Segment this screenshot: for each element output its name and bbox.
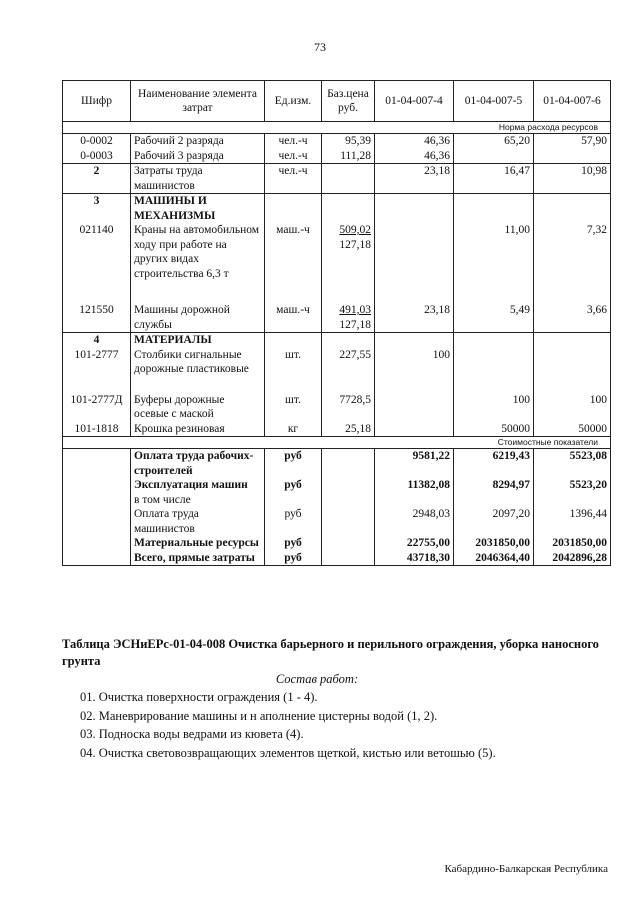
cell-price: [322, 507, 375, 536]
cost-name: Оплата труда рабочих-строителей: [134, 450, 254, 477]
cell-price: [322, 422, 375, 437]
table-row: [63, 194, 611, 224]
cell-value-4: [375, 422, 454, 437]
cell-code: 2: [63, 164, 131, 194]
price-value: 111,28: [340, 149, 371, 162]
table-row: [63, 134, 611, 149]
cell-value-6: [534, 149, 611, 164]
cell-value-4: 46,36: [375, 134, 454, 149]
cell-value-6: 100: [534, 393, 611, 422]
table-row: [63, 333, 611, 348]
cell-code: 101-2777Д: [63, 393, 131, 422]
cell-unit: чел.-ч: [265, 149, 322, 164]
cell-price: [322, 164, 375, 194]
price-value-secondary: 127,18: [339, 238, 371, 251]
cell-name: [131, 551, 265, 566]
band-norm-row: [63, 122, 611, 134]
cell-value-6: 5523,20: [534, 478, 611, 507]
cell-name: Столбики сигнальные дорожные пластиковые: [131, 348, 265, 393]
cell-code: [63, 478, 131, 507]
cell-name: Рабочий 2 разряда: [131, 134, 265, 149]
cell-unit: маш.-ч: [265, 223, 322, 303]
cell-code: 101-2777: [63, 348, 131, 393]
cell-value-4: [375, 194, 454, 224]
cell-name: [131, 449, 265, 479]
cell-price: [322, 333, 375, 348]
cell-value-6: 2031850,00: [534, 536, 611, 551]
cell-code: [63, 536, 131, 551]
cell-value-6: 57,90: [534, 134, 611, 149]
band-norm: Норма расхода ресурсов: [63, 122, 611, 134]
header-col-6: 01-04-007-6: [534, 81, 611, 122]
cell-code: [63, 449, 131, 479]
price-value: 25,18: [345, 422, 371, 435]
table-row: [63, 149, 611, 164]
cell-code: 3: [63, 194, 131, 224]
cell-value-4: 100: [375, 348, 454, 393]
cell-value-6: [534, 194, 611, 224]
cell-price: [322, 149, 375, 164]
cell-value-5: 2046364,40: [454, 551, 534, 566]
cell-value-6: 3,66: [534, 303, 611, 333]
table-title: Таблица ЭСНиЕРс-01-04-008 Очистка барьерного и перильного ограждения, уборка наносного грунта: [62, 637, 599, 668]
table-row: [63, 348, 611, 393]
cell-value-4: [375, 393, 454, 422]
cell-value-4: 9581,22: [375, 449, 454, 479]
cell-price: [322, 449, 375, 479]
cell-price: [322, 551, 375, 566]
cell-unit: шт.: [265, 348, 322, 393]
cell-code: [63, 551, 131, 566]
cost-row: [63, 449, 611, 479]
header-price: Баз.цена руб.: [322, 81, 375, 122]
cell-value-4: 11382,08: [375, 478, 454, 507]
cell-name: Рабочий 3 разряда: [131, 149, 265, 164]
works-list: [80, 688, 628, 762]
work-item: 04. Очистка световозвращающих элементов щеткой, кистью или ветошью (5).: [80, 745, 496, 760]
cost-row: [63, 536, 611, 551]
cost-row: [63, 507, 611, 536]
cell-unit: маш.-ч: [265, 303, 322, 333]
cell-value-5: 16,47: [454, 164, 534, 194]
cell-unit: руб: [265, 449, 322, 479]
cell-name: Машины дорожной службы: [131, 303, 265, 333]
work-item: 03. Подноска воды ведрами из кювета (4).: [80, 727, 304, 741]
cell-unit: [265, 333, 322, 348]
work-item: 02. Маневрирование машины и н аполнение цистерны водой (1, 2).: [80, 708, 438, 723]
cell-value-5: [454, 333, 534, 348]
cell-value-4: [375, 223, 454, 303]
header-name: Наименование элемента затрат: [131, 81, 265, 122]
cell-value-4: 2948,03: [375, 507, 454, 536]
cell-code: 0-0003: [63, 149, 131, 164]
cell-name: [131, 536, 265, 551]
cell-value-4: 23,18: [375, 303, 454, 333]
price-value: 491,03: [339, 304, 371, 316]
cell-code: 121550: [63, 303, 131, 333]
table-row: [63, 223, 611, 303]
cell-value-5: 65,20: [454, 134, 534, 149]
cell-name: Краны на автомобильном ходу при работе на других видах строительства 6,3 т: [131, 223, 265, 303]
cell-unit: чел.-ч: [265, 134, 322, 149]
composition-label: Состав работ:: [275, 672, 359, 686]
table-row: [63, 422, 611, 437]
page-number: 73: [314, 40, 326, 54]
cell-code: 0-0002: [63, 134, 131, 149]
price-value: 7728,5: [339, 393, 371, 406]
cell-unit: руб: [265, 507, 322, 536]
header-code: Шифр: [63, 81, 131, 122]
cell-value-6: 7,32: [534, 223, 611, 303]
cell-value-5: [454, 149, 534, 164]
cell-value-4: 23,18: [375, 164, 454, 194]
table-row: [63, 303, 611, 333]
cell-value-4: 43718,30: [375, 551, 454, 566]
cell-code: 021140: [63, 223, 131, 303]
cell-value-4: 22755,00: [375, 536, 454, 551]
cell-name: Крошка резиновая: [131, 422, 265, 437]
header-col-5: 01-04-007-5: [454, 81, 534, 122]
cell-price: [322, 223, 375, 303]
cell-value-5: 6219,43: [454, 449, 534, 479]
cell-unit: чел.-ч: [265, 164, 322, 194]
cost-subname: в том числе: [134, 493, 191, 506]
cell-value-5: 50000: [454, 422, 534, 437]
cell-value-5: 5,49: [454, 303, 534, 333]
price-value-secondary: 127,18: [339, 318, 371, 331]
cell-value-5: 11,00: [454, 223, 534, 303]
cell-code: 101-1818: [63, 422, 131, 437]
work-item: 01. Очистка поверхности ограждения (1 - 4).: [80, 690, 318, 704]
cell-price: [322, 303, 375, 333]
cell-price: [322, 478, 375, 507]
cell-price: [322, 194, 375, 224]
cell-unit: руб: [265, 551, 322, 566]
cell-price: [322, 536, 375, 551]
cell-value-6: 2042896,28: [534, 551, 611, 566]
price-value: 509,02: [339, 224, 371, 236]
cost-row: [63, 478, 611, 507]
resource-table: [62, 80, 611, 566]
cell-name: МАТЕРИАЛЫ: [131, 333, 265, 348]
cost-name: Эксплуатация машин: [134, 479, 248, 491]
cost-name: Оплата труда машинистов: [134, 508, 199, 535]
cell-name: Затраты труда машинистов: [131, 164, 265, 194]
cell-price: [322, 134, 375, 149]
cell-code: [63, 507, 131, 536]
header-col-4: 01-04-007-4: [375, 81, 454, 122]
cell-value-6: 50000: [534, 422, 611, 437]
cell-name: Буферы дорожные осевые с маской: [131, 393, 265, 422]
cell-unit: [265, 194, 322, 224]
cell-unit: руб: [265, 478, 322, 507]
cell-value-6: 5523,08: [534, 449, 611, 479]
cell-value-5: 100: [454, 393, 534, 422]
band-cost-row: [63, 437, 611, 449]
cell-price: [322, 348, 375, 393]
header-unit: Ед.изм.: [265, 81, 322, 122]
cell-price: [322, 393, 375, 422]
cell-value-5: 2031850,00: [454, 536, 534, 551]
cost-name: Всего, прямые затраты: [134, 551, 255, 564]
cell-value-5: 8294,97: [454, 478, 534, 507]
cell-code: 4: [63, 333, 131, 348]
cell-unit: кг: [265, 422, 322, 437]
table-header-row: [63, 81, 611, 122]
price-value: 95,39: [345, 135, 371, 147]
cell-value-6: 1396,44: [534, 507, 611, 536]
cell-value-5: [454, 348, 534, 393]
cell-value-6: [534, 333, 611, 348]
cell-name: МАШИНЫ И МЕХАНИЗМЫ: [131, 194, 265, 224]
cell-value-5: 2097,20: [454, 507, 534, 536]
price-value: 227,55: [339, 348, 371, 361]
cell-value-5: [454, 194, 534, 224]
cell-value-4: 46,36: [375, 149, 454, 164]
band-cost: Стоимостные показатели: [63, 437, 611, 449]
cost-row: [63, 551, 611, 566]
cell-value-6: [534, 348, 611, 393]
table-row: [63, 393, 611, 422]
cell-name: [131, 478, 265, 507]
cell-value-6: 10,98: [534, 164, 611, 194]
footer-region: Кабардино-Балкарская Республика: [444, 863, 608, 875]
cost-name: Материальные ресурсы: [134, 537, 259, 549]
cell-value-4: [375, 333, 454, 348]
cell-unit: шт.: [265, 393, 322, 422]
table-row: [63, 164, 611, 194]
cell-unit: руб: [265, 536, 322, 551]
cell-name: [131, 507, 265, 536]
